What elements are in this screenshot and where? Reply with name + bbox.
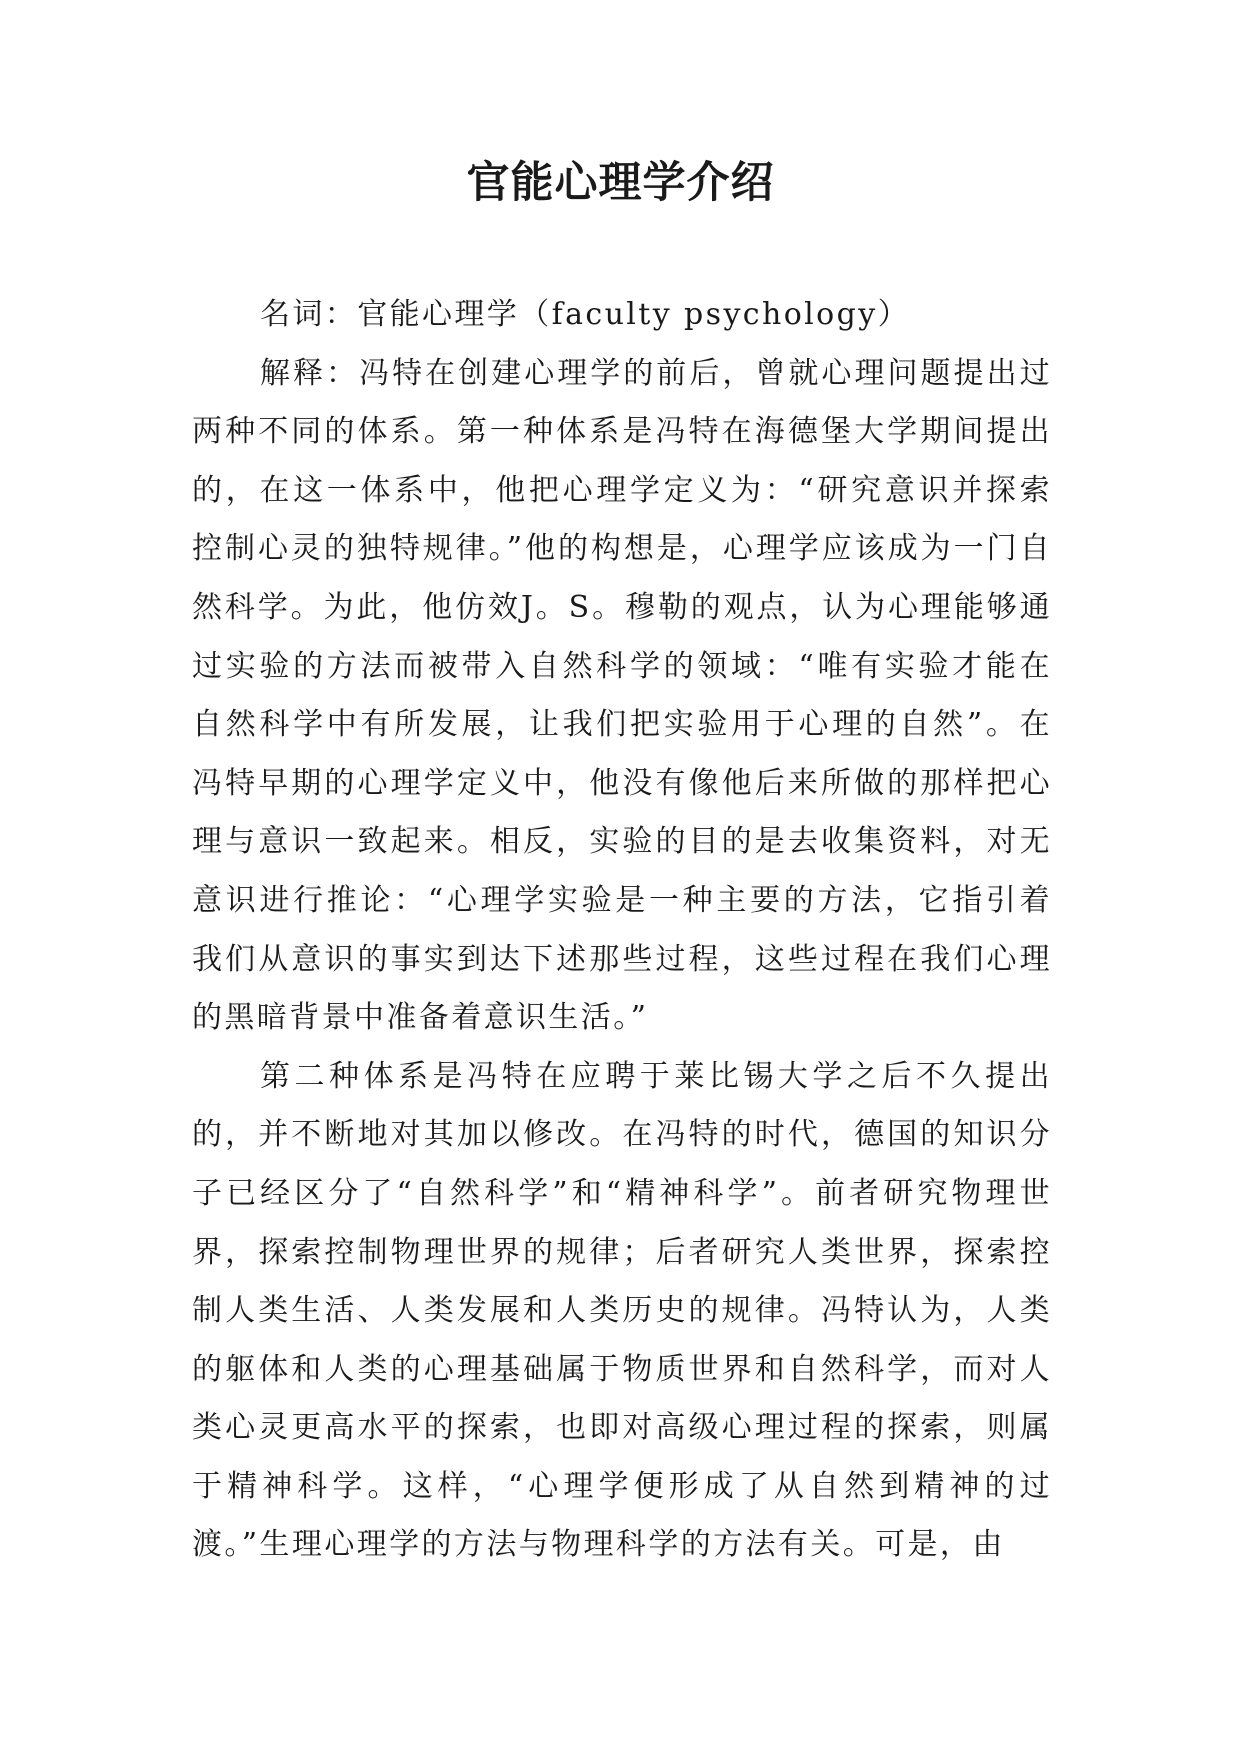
second-system-paragraph: 第二种体系是冯特在应聘于莱比锡大学之后不久提出的，并不断地对其加以修改。在冯特的时代，德国的知识分子已经区分了“自然科学”和“精神科学”。前者研究物理世界，探索控制物理世界的规律；后者研究人类世界，探索控制人类生活、人类发展和人类历史的规律。冯特认为，人类的躯体和人类的心理基础属于物质世界和自然科学，而对人类心灵更高水平的探索，也即对高级心理过程的探索，则属于精神科学。这样，“心理学便形成了从自然到精神的过渡。”生理心理学的方法与物理科学的方法有关。可是，由 — [192, 1058, 1052, 1563]
explanation-paragraph: 解释：冯特在创建心理学的前后，曾就心理问题提出过两种不同的体系。第一种体系是冯特在海德堡大学期间提出的，在这一体系中，他把心理学定义为：“研究意识并探索控制心灵的独特规律。”他的构想是，心理学应该成为一门自然科学。为此，他仿效J。S。穆勒的观点，认为心理能够通过实验的方法而被带入自然科学的领域：“唯有实验才能在自然科学中有所发展，让我们把实验用于心理的自然”。在冯特早期的心理学定义中，他没有像他后来所做的那样把心理与意识一致起来。相反，实验的目的是去收集资料，对无意识进行推论：“心理学实验是一种主要的方法，它指引着我们从意识的事实到达下述那些过程，这些过程在我们心理的黑暗背景中准备着意识生活。” — [192, 355, 1052, 1036]
document-title: 官能心理学介绍 — [466, 158, 775, 208]
document-body — [192, 286, 1052, 1575]
term-paragraph: 名词：官能心理学（faculty psychology） — [260, 297, 910, 332]
